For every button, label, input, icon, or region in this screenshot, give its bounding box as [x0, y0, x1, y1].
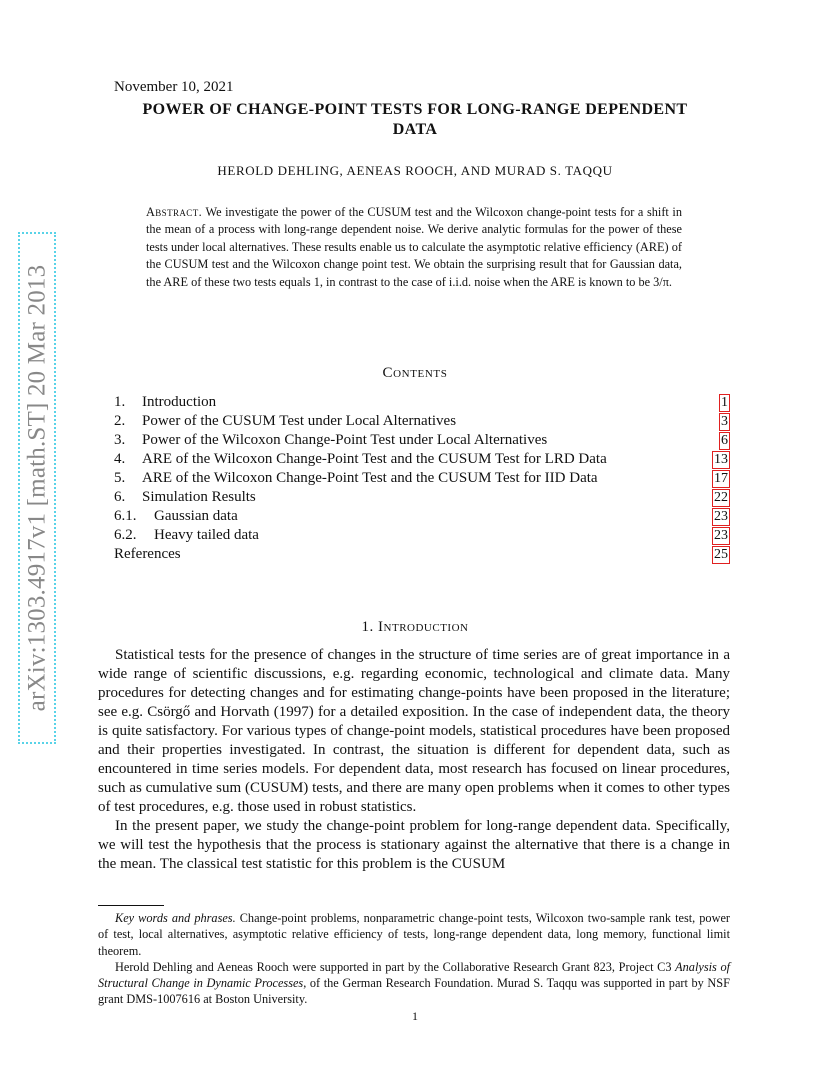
- toc-entry-number: 6.1.: [114, 508, 137, 524]
- paper-authors: HEROLD DEHLING, AENEAS ROOCH, AND MURAD S. TAQQU: [217, 163, 613, 178]
- toc-entry-label[interactable]: ARE of the Wilcoxon Change-Point Test and the CUSUM Test for IID Data: [142, 470, 598, 486]
- introduction-body: [98, 646, 730, 874]
- toc-entry[interactable]: [114, 469, 730, 488]
- toc-entry-label[interactable]: References: [114, 546, 181, 562]
- paper-title: [100, 100, 730, 140]
- footnote-rule: [98, 905, 164, 906]
- toc-entry[interactable]: [114, 545, 730, 564]
- toc-entry-label[interactable]: Power of the Wilcoxon Change-Point Test under Local Alternatives: [142, 432, 548, 448]
- introduction-paragraph-1: Statistical tests for the presence of changes in the structure of time series are of great importance in a wide range of scientific discussions, e.g. regarding economic, technological and climate data. Many procedures for detecting changes and for estimating change-points have been proposed in the literature; see e.g. Csörgő and Horvath (1997) for a detailed exposition. In the case of independent data, the theory is quite satisfactory. For various types of change-point models, statistical procedures have been proposed and their properties investigated. In contrast, the situation is different for dependent data, such as encountered in time series models. For dependent data, most research has focused on linear procedures, such as cumulative sum (CUSUM) tests, and there are many open problems when it comes to other types of test procedures, e.g. those used in robust statistics.: [98, 647, 730, 815]
- support-project-title: Analysis of Structural Change in Dynamic Processes: [98, 959, 731, 991]
- toc-entry-label[interactable]: ARE of the Wilcoxon Change-Point Test and the CUSUM Test for LRD Data: [142, 451, 607, 467]
- toc-entry-number: 6.: [114, 489, 126, 505]
- toc-entry-number: 4.: [114, 451, 126, 467]
- toc-entry-label[interactable]: Heavy tailed data: [154, 527, 259, 543]
- toc-entry-label[interactable]: Power of the CUSUM Test under Local Alternatives: [142, 413, 457, 429]
- paper-title-line-2: DATA: [392, 121, 438, 138]
- toc-entry-label[interactable]: Gaussian data: [154, 508, 238, 524]
- page-number: 1: [412, 1009, 418, 1023]
- paper-date: November 10, 2021: [114, 79, 234, 95]
- toc-entry-number: 3.: [114, 432, 126, 448]
- toc-entry-number: 5.: [114, 470, 126, 486]
- toc-page-link[interactable]: 17: [714, 471, 728, 486]
- paper-title-line-1: POWER OF CHANGE-POINT TESTS FOR LONG-RANGE DEPENDENT: [142, 101, 688, 118]
- toc-page-link[interactable]: 23: [714, 528, 728, 543]
- toc-page-link[interactable]: 6: [721, 433, 728, 448]
- toc-page-link[interactable]: 23: [714, 509, 728, 524]
- abstract: [146, 204, 682, 291]
- section-heading-introduction: 1. Introduction: [361, 619, 469, 635]
- toc-entry[interactable]: [114, 507, 730, 526]
- introduction-paragraph-2: In the present paper, we study the change-point problem for long-range dependent data. Specifically, we will test the hypothesis that the process is stationary against the alternative that there is a change in the mean. The classical test statistic for this problem is the CUSUM: [98, 818, 730, 872]
- toc-entry-label[interactable]: Introduction: [142, 394, 217, 410]
- toc-entry[interactable]: [114, 450, 730, 469]
- footnote-support: [98, 959, 730, 1008]
- support-text-pre: Herold Dehling and Aeneas Rooch were supported in part by the Collaborative Research Grant 823, Project C3: [115, 959, 672, 974]
- toc-page-link[interactable]: 3: [721, 414, 728, 429]
- toc-entry-number: 6.2.: [114, 527, 137, 543]
- toc-entry[interactable]: [114, 488, 730, 507]
- arxiv-sidebar-stamp[interactable]: [18, 232, 56, 744]
- toc-entry[interactable]: [114, 412, 730, 431]
- toc-page-link[interactable]: 25: [714, 547, 728, 562]
- table-of-contents: [114, 393, 730, 564]
- support-text-post: , of the German Research Foundation. Murad S. Taqqu was supported in part by NSF grant DMS-1007616 at Boston University.: [98, 976, 730, 1007]
- arxiv-identifier: arXiv:1303.4917v1 [math.ST] 20 Mar 2013: [23, 264, 51, 712]
- abstract-text: We investigate the power of the CUSUM test and the Wilcoxon change-point tests for a shift in the mean of a process with long-range dependent noise. We derive analytic formulas for the power of these tests under local alternatives. These results enable us to calculate the asymptotic relative efficiency (ARE) of the CUSUM test and the Wilcoxon change point test. We obtain the surprising result that for Gaussian data, the ARE of these two tests equals 1, in contrast to the case of i.i.d. noise when the ARE is known to be 3/π.: [146, 205, 682, 289]
- abstract-label: Abstract.: [146, 205, 203, 219]
- toc-page-link[interactable]: 22: [714, 490, 728, 505]
- toc-entry-number: 2.: [114, 413, 126, 429]
- toc-entry-number: 1.: [114, 394, 126, 410]
- toc-entry[interactable]: [114, 431, 730, 450]
- toc-entry-label[interactable]: Simulation Results: [142, 489, 256, 505]
- toc-entry[interactable]: [114, 393, 730, 412]
- footnotes: [98, 910, 730, 1008]
- footnote-keywords: [98, 910, 730, 959]
- toc-page-link[interactable]: 13: [714, 452, 728, 467]
- keywords-text: Change-point problems, nonparametric change-point tests, Wilcoxon two-sample rank test, power of test, local alternatives, asymptotic relative efficiency of tests, long-range dependent data, long memory, functional limit theorem.: [98, 911, 731, 958]
- keywords-label: Key words and phrases.: [115, 911, 236, 925]
- contents-heading: Contents: [382, 365, 448, 381]
- toc-page-link[interactable]: 1: [721, 395, 728, 410]
- toc-entry[interactable]: [114, 526, 730, 545]
